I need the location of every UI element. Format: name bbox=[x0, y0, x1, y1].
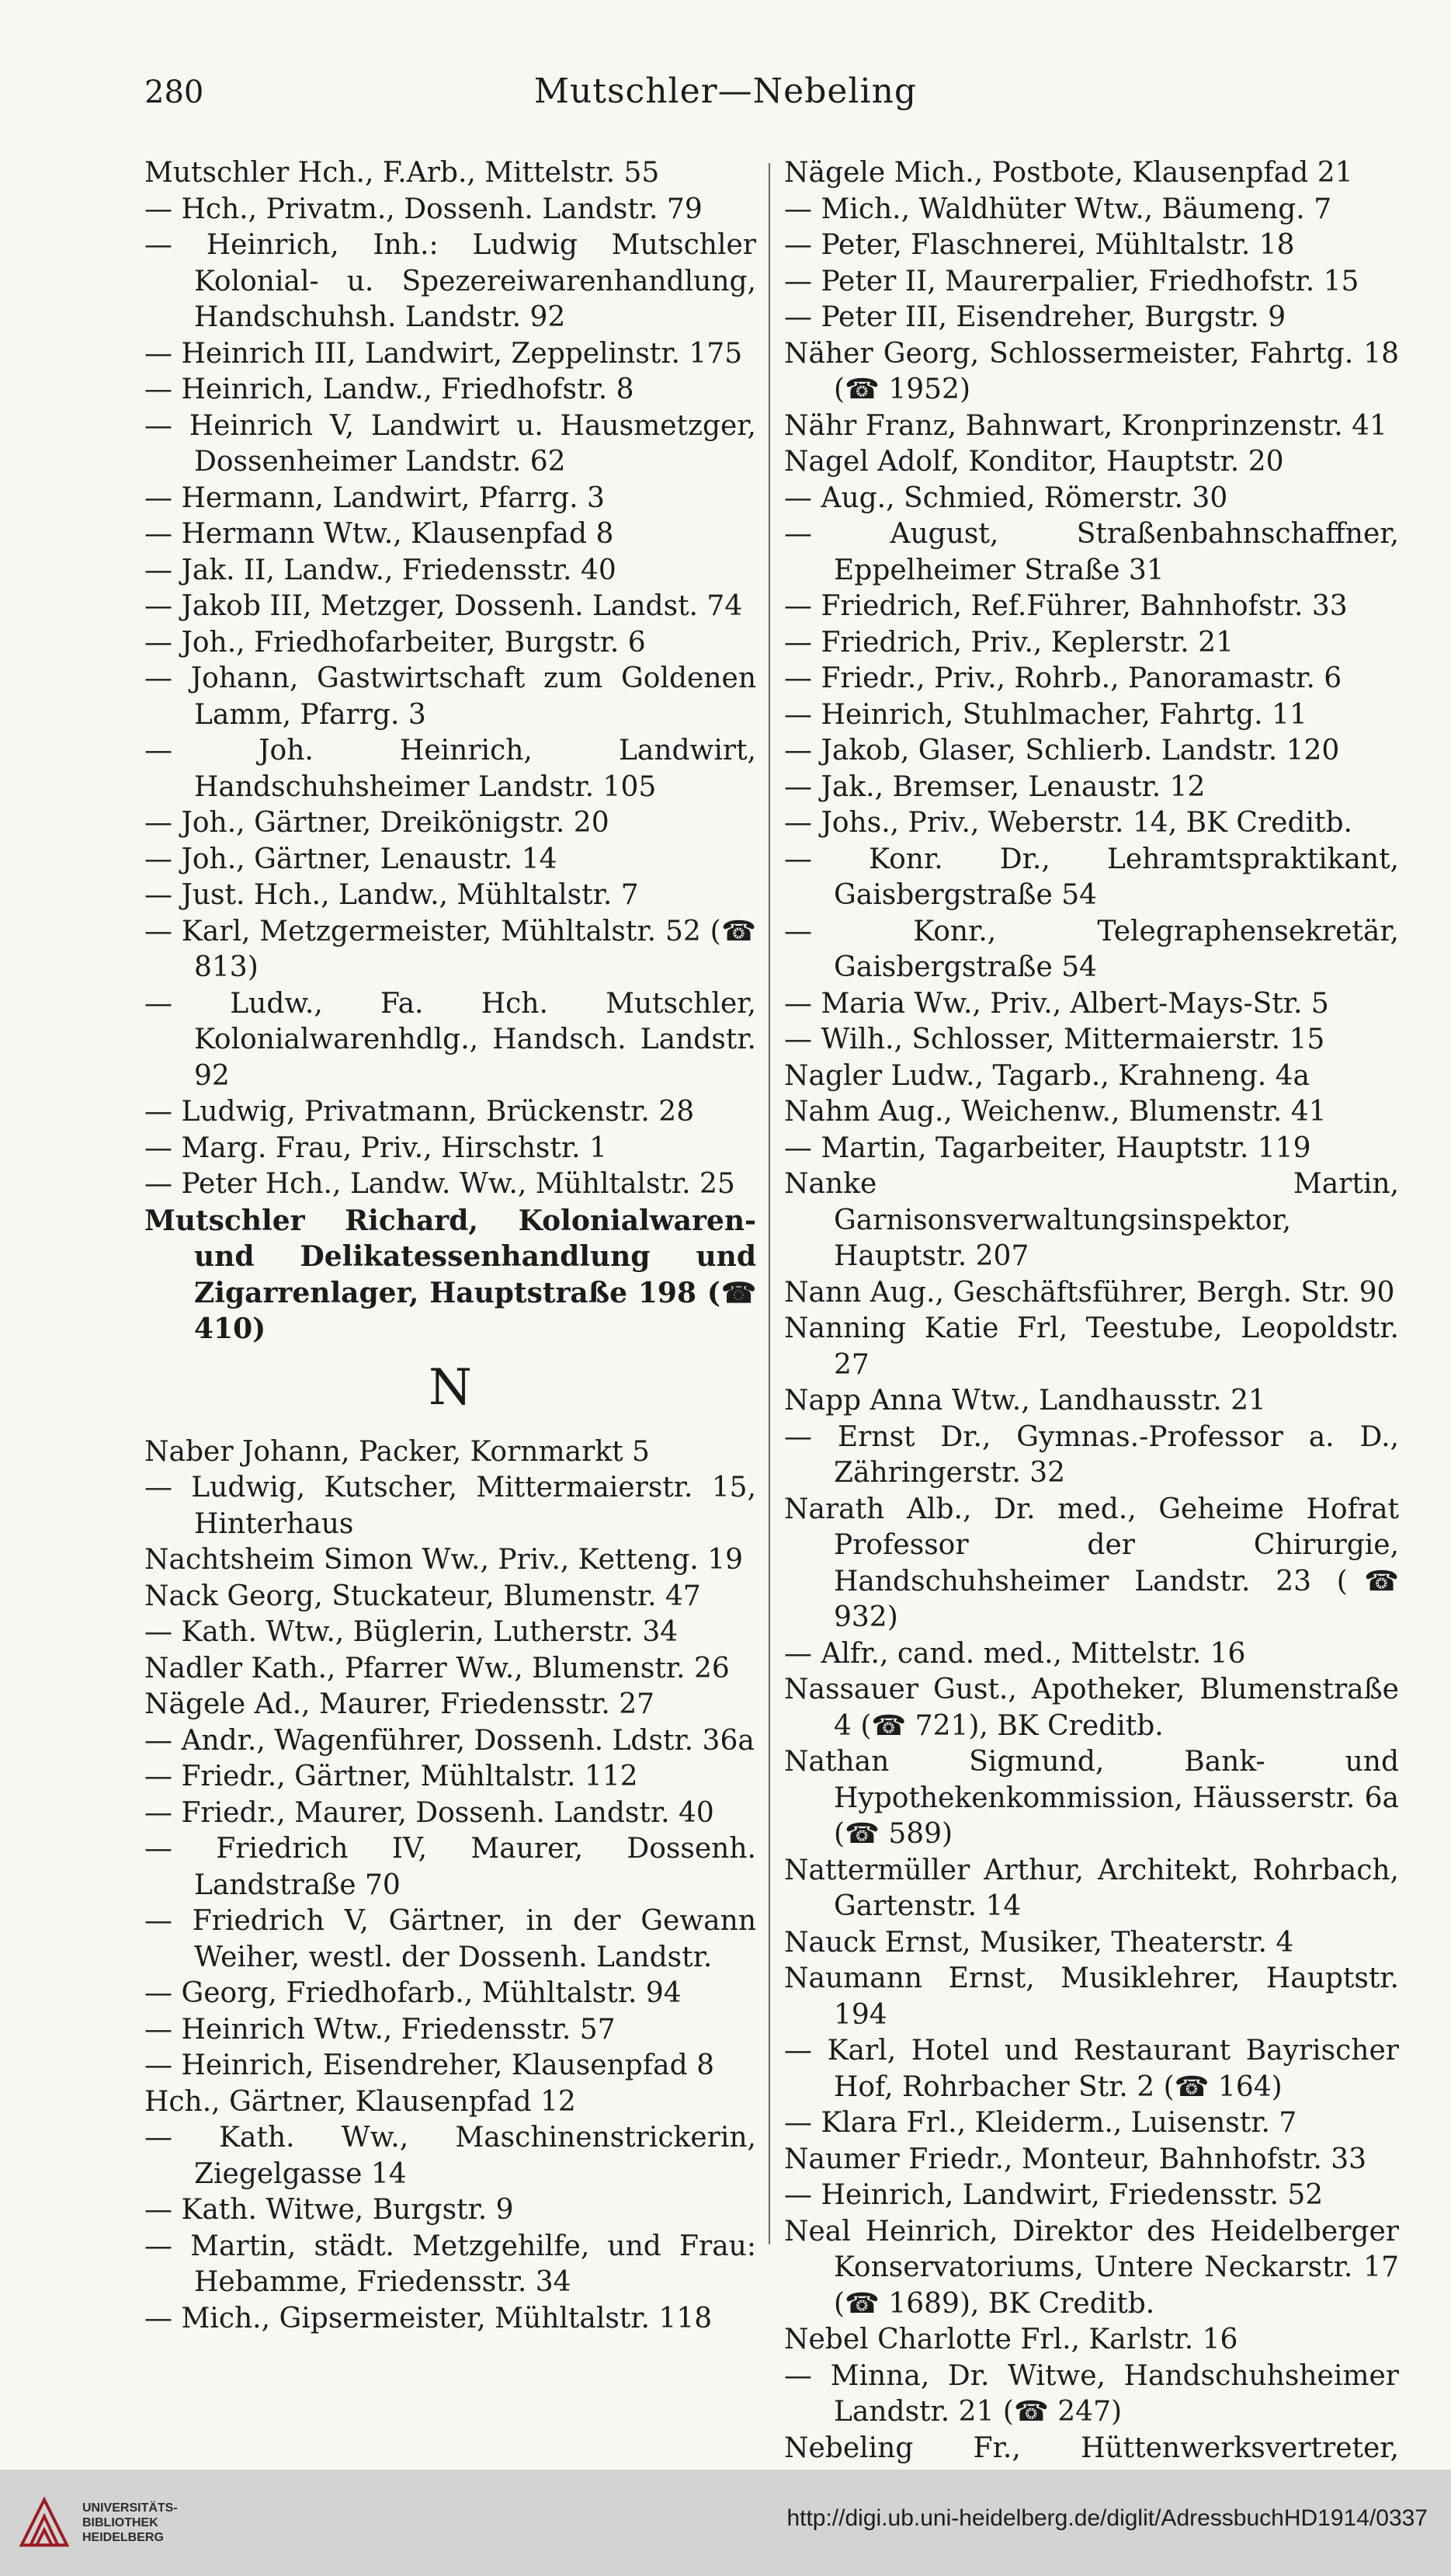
directory-entry: — Heinrich Wtw., Friedensstr. 57 bbox=[144, 2013, 616, 2046]
directory-entry: — Klara Frl., Kleiderm., Luisenstr. 7 bbox=[784, 2107, 1297, 2139]
directory-entry: Nack Georg, Stuckateur, Blumenstr. 47 bbox=[144, 1580, 701, 1612]
directory-entry: Nagel Adolf, Konditor, Hauptstr. 20 bbox=[784, 446, 1284, 478]
page-number: 280 bbox=[144, 75, 204, 110]
directory-entry: — Jakob, Glaser, Schlierb. Landstr. 120 bbox=[784, 735, 1340, 767]
directory-entry: — Friedrich, Priv., Keplerstr. 21 bbox=[784, 626, 1234, 659]
directory-entry: — Peter Hch., Landw. Ww., Mühltalstr. 25 bbox=[144, 1168, 735, 1200]
directory-entry: Nebeling Fr., Hüttenwerksvertreter, bbox=[784, 2432, 1399, 2464]
directory-entry: Nassauer Gust., Apotheker, Blumenstraße 4 (☎ 721), BK Creditb. bbox=[784, 1674, 1399, 1742]
directory-entry: — Maria Ww., Priv., Albert-Mays-Str. 5 bbox=[784, 987, 1329, 1020]
directory-entry: Nachtsheim Simon Ww., Priv., Ketteng. 19 bbox=[144, 1544, 744, 1576]
directory-entry: — Karl, Hotel und Restaurant Bayrischer Hof, Rohrbacher Str. 2 (☎ 164) bbox=[784, 2035, 1399, 2103]
directory-entry: — Heinrich, Eisendreher, Klausenpfad 8 bbox=[144, 2049, 714, 2081]
directory-entry: — Friedr., Priv., Rohrb., Panoramastr. 6 bbox=[784, 662, 1342, 694]
directory-entry: — Kath. Witwe, Burgstr. 9 bbox=[144, 2194, 514, 2226]
directory-entry: — Johs., Priv., Weberstr. 14, BK Creditb. bbox=[784, 807, 1352, 839]
left-entries-b bbox=[144, 1434, 756, 2338]
directory-entry: Mutschler Hch., F.Arb., Mittelstr. 55 bbox=[144, 157, 660, 189]
directory-entry: Nauck Ernst, Musiker, Theaterstr. 4 bbox=[784, 1926, 1294, 1959]
directory-entry: — Friedr., Maurer, Dossenh. Landstr. 40 bbox=[144, 1796, 714, 1829]
directory-entry: — Friedr., Gärtner, Mühltalstr. 112 bbox=[144, 1761, 638, 1792]
directory-entry: — Ludwig, Kutscher, Mittermaierstr. 15, Hinterhaus bbox=[144, 1472, 756, 1540]
directory-entry: — Georg, Friedhofarb., Mühltalstr. 94 bbox=[144, 1977, 682, 2009]
directory-entry: — Heinrich V, Landwirt u. Hausmetzger, Dossenheimer Landstr. 62 bbox=[144, 409, 756, 478]
library-name bbox=[82, 2501, 178, 2545]
directory-entry: Nebel Charlotte Frl., Karlstr. 16 bbox=[784, 2324, 1238, 2355]
directory-entry: Nann Aug., Geschäftsführer, Bergh. Str. 90 bbox=[784, 1276, 1395, 1309]
directory-entry: — Joh., Gärtner, Dreikönigstr. 20 bbox=[144, 807, 609, 839]
left-column bbox=[144, 155, 756, 2337]
directory-entry: — Friedrich IV, Maurer, Dossenh. Landstraße 70 bbox=[144, 1833, 756, 1901]
directory-entry: — Jakob III, Metzger, Dossenh. Landst. 74 bbox=[144, 590, 743, 622]
directory-entry: Naber Johann, Packer, Kornmarkt 5 bbox=[144, 1435, 650, 1468]
directory-entry: — Alfr., cand. med., Mittelstr. 16 bbox=[784, 1637, 1246, 1670]
directory-entry: — Joh., Friedhofarbeiter, Burgstr. 6 bbox=[144, 626, 646, 659]
directory-entry: — Johann, Gastwirtschaft zum Goldenen Lamm, Pfarrg. 3 bbox=[144, 662, 756, 731]
directory-entry: — Aug., Schmied, Römerstr. 30 bbox=[784, 481, 1228, 514]
directory-entry: — Friedrich, Ref.Führer, Bahnhofstr. 33 bbox=[784, 590, 1348, 622]
source-url[interactable]: http://digi.ub.uni-heidelberg.de/diglit/AdressbuchHD1914/0337 bbox=[786, 2505, 1428, 2531]
directory-entry: — Kath. Ww., Maschinenstrickerin, Ziegelgasse 14 bbox=[144, 2122, 756, 2190]
directory-entry: — Marg. Frau, Priv., Hirschstr. 1 bbox=[144, 1132, 607, 1164]
directory-entry: Nattermüller Arthur, Architekt, Rohrbach, Gartenstr. 14 bbox=[784, 1854, 1399, 1922]
directory-entry: — Karl, Metzgermeister, Mühltalstr. 52 (☎ 813) bbox=[144, 915, 756, 983]
directory-entry: — Ludwig, Privatmann, Brückenstr. 28 bbox=[144, 1096, 695, 1128]
directory-entry: — Mich., Waldhüter Wtw., Bäumeng. 7 bbox=[784, 193, 1332, 225]
directory-entry: Nahm Aug., Weichenw., Blumenstr. 41 bbox=[784, 1096, 1327, 1128]
directory-entry: — Heinrich, Inh.: Ludwig Mutschler Kolonial- u. Spezereiwarenhandlung, Handschuhsh. Landstr. 92 bbox=[144, 229, 756, 333]
directory-entry: — Hch., Privatm., Dossenh. Landstr. 79 bbox=[144, 193, 703, 225]
running-head: Mutschler—Nebeling bbox=[533, 71, 918, 111]
directory-entry: Nägele Ad., Maurer, Friedensstr. 27 bbox=[144, 1688, 655, 1720]
directory-entry: — Heinrich, Landw., Friedhofstr. 8 bbox=[144, 374, 634, 405]
directory-entry: Napp Anna Wtw., Landhausstr. 21 bbox=[784, 1385, 1266, 1417]
directory-entry: — Friedrich V, Gärtner, in der Gewann Weiher, westl. der Dossenh. Landstr. bbox=[144, 1905, 756, 1973]
directory-entry: — Minna, Dr. Witwe, Handschuhsheimer Landstr. 21 (☎ 247) bbox=[784, 2359, 1399, 2428]
directory-entry: Naumann Ernst, Musiklehrer, Hauptstr. 194 bbox=[784, 1962, 1399, 2031]
directory-entry: — Konr. Dr., Lehramtspraktikant, Gaisbergstraße 54 bbox=[784, 843, 1399, 911]
directory-entry: — Wilh., Schlosser, Mittermaierstr. 15 bbox=[784, 1024, 1325, 1055]
right-column bbox=[784, 155, 1399, 2503]
directory-entry: — Jak. II, Landw., Friedensstr. 40 bbox=[144, 554, 616, 586]
directory-entry: Nähr Franz, Bahnwart, Kronprinzenstr. 41 bbox=[784, 409, 1387, 442]
directory-entry: — Jak., Bremser, Lenaustr. 12 bbox=[784, 770, 1206, 803]
directory-entry: Nadler Kath., Pfarrer Ww., Blumenstr. 26 bbox=[144, 1652, 730, 1684]
directory-entry: — Andr., Wagenführer, Dossenh. Ldstr. 36a bbox=[144, 1724, 755, 1757]
directory-entry: Nägele Mich., Postbote, Klausenpfad 21 bbox=[784, 157, 1353, 189]
directory-entry: Neal Heinrich, Direktor des Heidelberger Konservatoriums, Untere Neckarstr. 17 (☎ 1689), BK Creditb. bbox=[784, 2215, 1399, 2320]
directory-entry: — Just. Hch., Landw., Mühltalstr. 7 bbox=[144, 879, 639, 911]
library-seal-icon bbox=[14, 2491, 75, 2553]
directory-entry: — Martin, städt. Metzgehilfe, und Frau: Hebamme, Friedensstr. 34 bbox=[144, 2230, 756, 2298]
bold-entry: Mutschler Richard, Kolonialwaren- und Delikatessenhandlung und Zigarrenlager, Hauptstraße 198 (☎ 410) bbox=[144, 1204, 756, 1345]
directory-entry: — August, Straßenbahnschaffner, Eppelheimer Straße 31 bbox=[784, 518, 1399, 586]
directory-entry: — Peter II, Maurerpalier, Friedhofstr. 15 bbox=[784, 265, 1359, 297]
directory-entry: Nanke Martin, Garnisonsverwaltungsinspektor, Hauptstr. 207 bbox=[784, 1168, 1399, 1272]
section-letter: N bbox=[429, 1358, 472, 1417]
directory-entry: — Heinrich, Stuhlmacher, Fahrtg. 11 bbox=[784, 698, 1307, 731]
directory-entry: — Ernst Dr., Gymnas.-Professor a. D., Zähringerstr. 32 bbox=[784, 1420, 1399, 1489]
directory-entry: — Peter, Flaschnerei, Mühltalstr. 18 bbox=[784, 229, 1295, 261]
library-name-line-3: HEIDELBERG bbox=[82, 2531, 164, 2544]
directory-entry: — Hermann Wtw., Klausenpfad 8 bbox=[144, 518, 614, 550]
directory-entry: Näher Georg, Schlossermeister, Fahrtg. 18 (☎ 1952) bbox=[784, 337, 1399, 405]
directory-entry: Narath Alb., Dr. med., Geheime Hofrat Professor der Chirurgie, Handschuhsheimer Landstr. 23 (☎ 932) bbox=[784, 1493, 1399, 1633]
footer-bar bbox=[0, 2470, 1451, 2576]
library-name-line-1: UNIVERSITÄTS- bbox=[82, 2501, 178, 2515]
directory-entry: Nagler Ludw., Tagarb., Krahneng. 4a bbox=[784, 1059, 1310, 1092]
directory-entry: — Joh., Gärtner, Lenaustr. 14 bbox=[144, 843, 557, 875]
directory-entry: Nathan Sigmund, Bank- und Hypothekenkommission, Häusserstr. 6a (☎ 589) bbox=[784, 1746, 1399, 1850]
directory-entry: Nanning Katie Frl, Teestube, Leopoldstr. 27 bbox=[784, 1312, 1399, 1381]
directory-entry: Hch., Gärtner, Klausenpfad 12 bbox=[144, 2085, 576, 2118]
directory-entry: — Hermann, Landwirt, Pfarrg. 3 bbox=[144, 481, 605, 514]
library-name-line-2: BIBLIOTHEK bbox=[82, 2516, 158, 2529]
directory-entry: — Kath. Wtw., Büglerin, Lutherstr. 34 bbox=[144, 1616, 679, 1648]
directory-entry: — Heinrich III, Landwirt, Zeppelinstr. 175 bbox=[144, 337, 743, 370]
directory-entry: — Ludw., Fa. Hch. Mutschler, Kolonialwarenhdlg., Handsch. Landstr. 92 bbox=[144, 987, 756, 1092]
directory-entry: Naumer Friedr., Monteur, Bahnhofstr. 33 bbox=[784, 2143, 1367, 2175]
directory-entry: — Martin, Tagarbeiter, Hauptstr. 119 bbox=[784, 1132, 1311, 1164]
directory-entry: — Joh. Heinrich, Landwirt, Handschuhsheimer Landstr. 105 bbox=[144, 735, 756, 803]
directory-entry: — Mich., Gipsermeister, Mühltalstr. 118 bbox=[144, 2302, 713, 2334]
directory-entry: — Konr., Telegraphensekretär, Gaisbergstraße 54 bbox=[784, 915, 1399, 983]
directory-entry: — Peter III, Eisendreher, Burgstr. 9 bbox=[784, 301, 1286, 333]
left-entries-a bbox=[144, 155, 756, 1203]
directory-entry: — Heinrich, Landwirt, Friedensstr. 52 bbox=[784, 2179, 1324, 2211]
column-divider bbox=[769, 163, 770, 2244]
